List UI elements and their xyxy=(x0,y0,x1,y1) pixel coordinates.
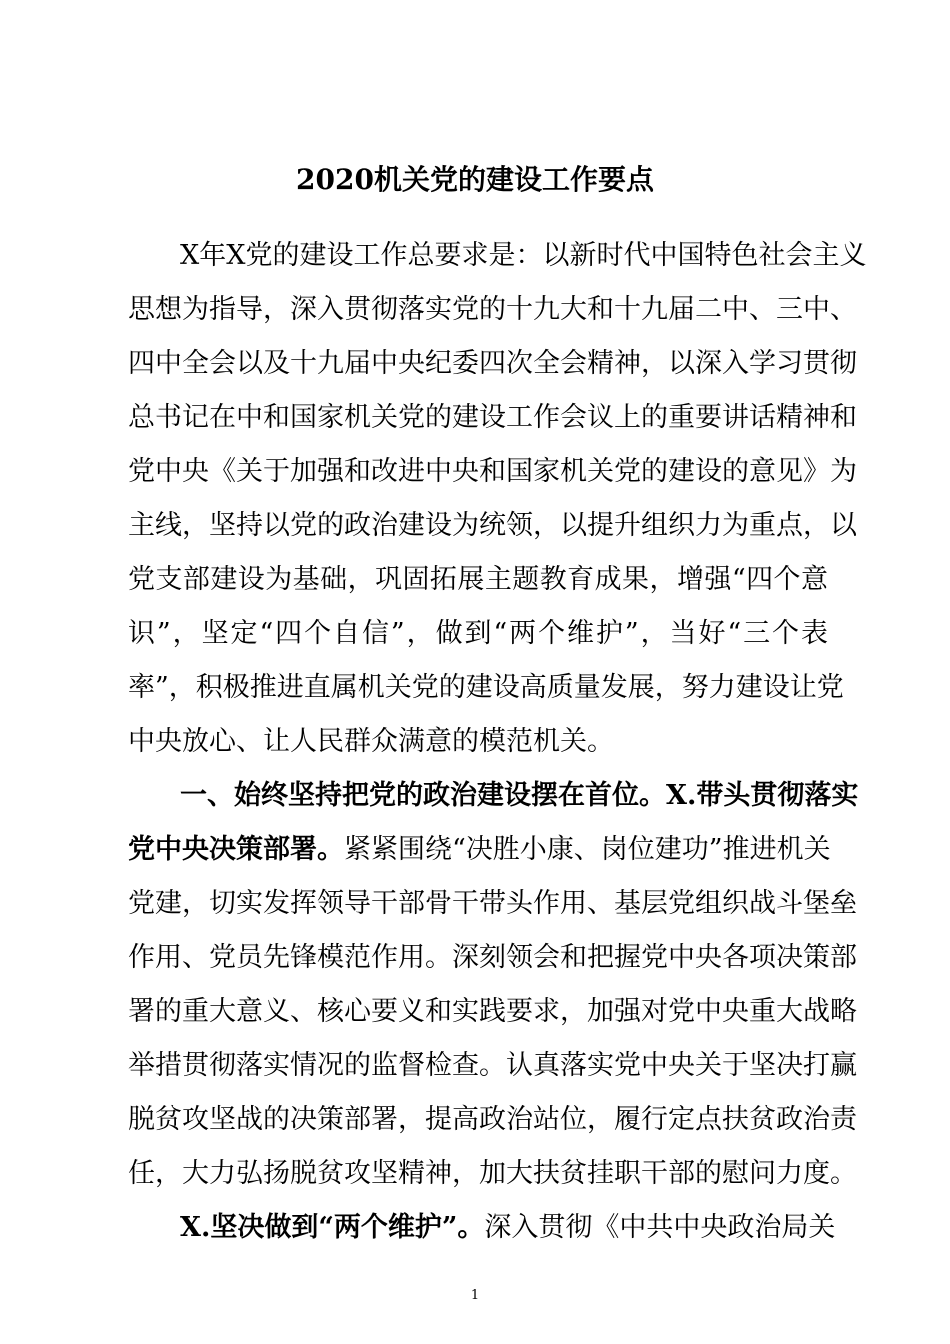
paragraph-text: 深入贯彻《中共中央政治局关 xyxy=(484,1212,836,1243)
paragraph-line: 率”，积极推进直属机关党的建设高质量发展，努力建设让党 xyxy=(128,672,844,703)
page-title: 2020机关党的建设工作要点 xyxy=(296,163,654,196)
paragraph-line: 党建，切实发挥领导干部骨干带头作用、基层党组织战斗堡垒 xyxy=(128,888,857,919)
paragraph-line: 党中央《关于加强和改进中央和国家机关党的建设的意见》为 xyxy=(128,456,857,487)
paragraph-line: 署的重大意义、核心要义和实践要求，加强对党中央重大战略 xyxy=(128,996,857,1027)
paragraph-line: 任，大力弘扬脱贫攻坚精神，加大扶贫挂职干部的慰问力度。 xyxy=(128,1158,857,1189)
paragraph-line: 思想为指导，深入贯彻落实党的十九大和十九届二中、三中、 xyxy=(128,294,857,325)
paragraph-line: 作用、党员先锋模范作用。深刻领会和把握党中央各项决策部 xyxy=(128,942,857,973)
paragraph-line xyxy=(180,1208,836,1248)
item-title-continued: 党中央决策部署。 xyxy=(128,834,344,865)
paragraph-line: 总书记在中和国家机关党的建设工作会议上的重要讲话精神和 xyxy=(128,402,857,433)
paragraph-line: 识”，坚定“四个自信”，做到“两个维护”，当好“三个表 xyxy=(128,618,828,649)
paragraph-line xyxy=(128,830,831,870)
paragraph-line: 脱贫攻坚战的决策部署，提高政治站位，履行定点扶贫政治责 xyxy=(128,1104,857,1135)
item-title: X.带头贯彻落实 xyxy=(666,780,859,811)
section-heading-line xyxy=(180,776,859,816)
item-title: X.坚决做到“两个维护”。 xyxy=(180,1212,485,1243)
paragraph-line: 四中全会以及十九届中央纪委四次全会精神，以深入学习贯彻 xyxy=(128,348,857,379)
paragraph-line: 举措贯彻落实情况的监督检查。认真落实党中央关于坚决打赢 xyxy=(128,1050,857,1081)
paragraph-line: 中央放心、让人民群众满意的模范机关。 xyxy=(128,726,614,757)
paragraph-line: 党支部建设为基础，巩固拓展主题教育成果，增强“四个意 xyxy=(128,564,828,595)
paragraph-text: 紧紧围绕“决胜小康、岗位建功”推进机关 xyxy=(344,834,831,865)
paragraph-line: X年X党的建设工作总要求是：以新时代中国特色社会主义 xyxy=(180,240,867,271)
section-heading: 一、始终坚持把党的政治建设摆在首位。 xyxy=(180,780,666,811)
paragraph-line: 主线，坚持以党的政治建设为统领，以提升组织力为重点，以 xyxy=(128,510,857,541)
page-number: 1 xyxy=(470,1288,480,1303)
